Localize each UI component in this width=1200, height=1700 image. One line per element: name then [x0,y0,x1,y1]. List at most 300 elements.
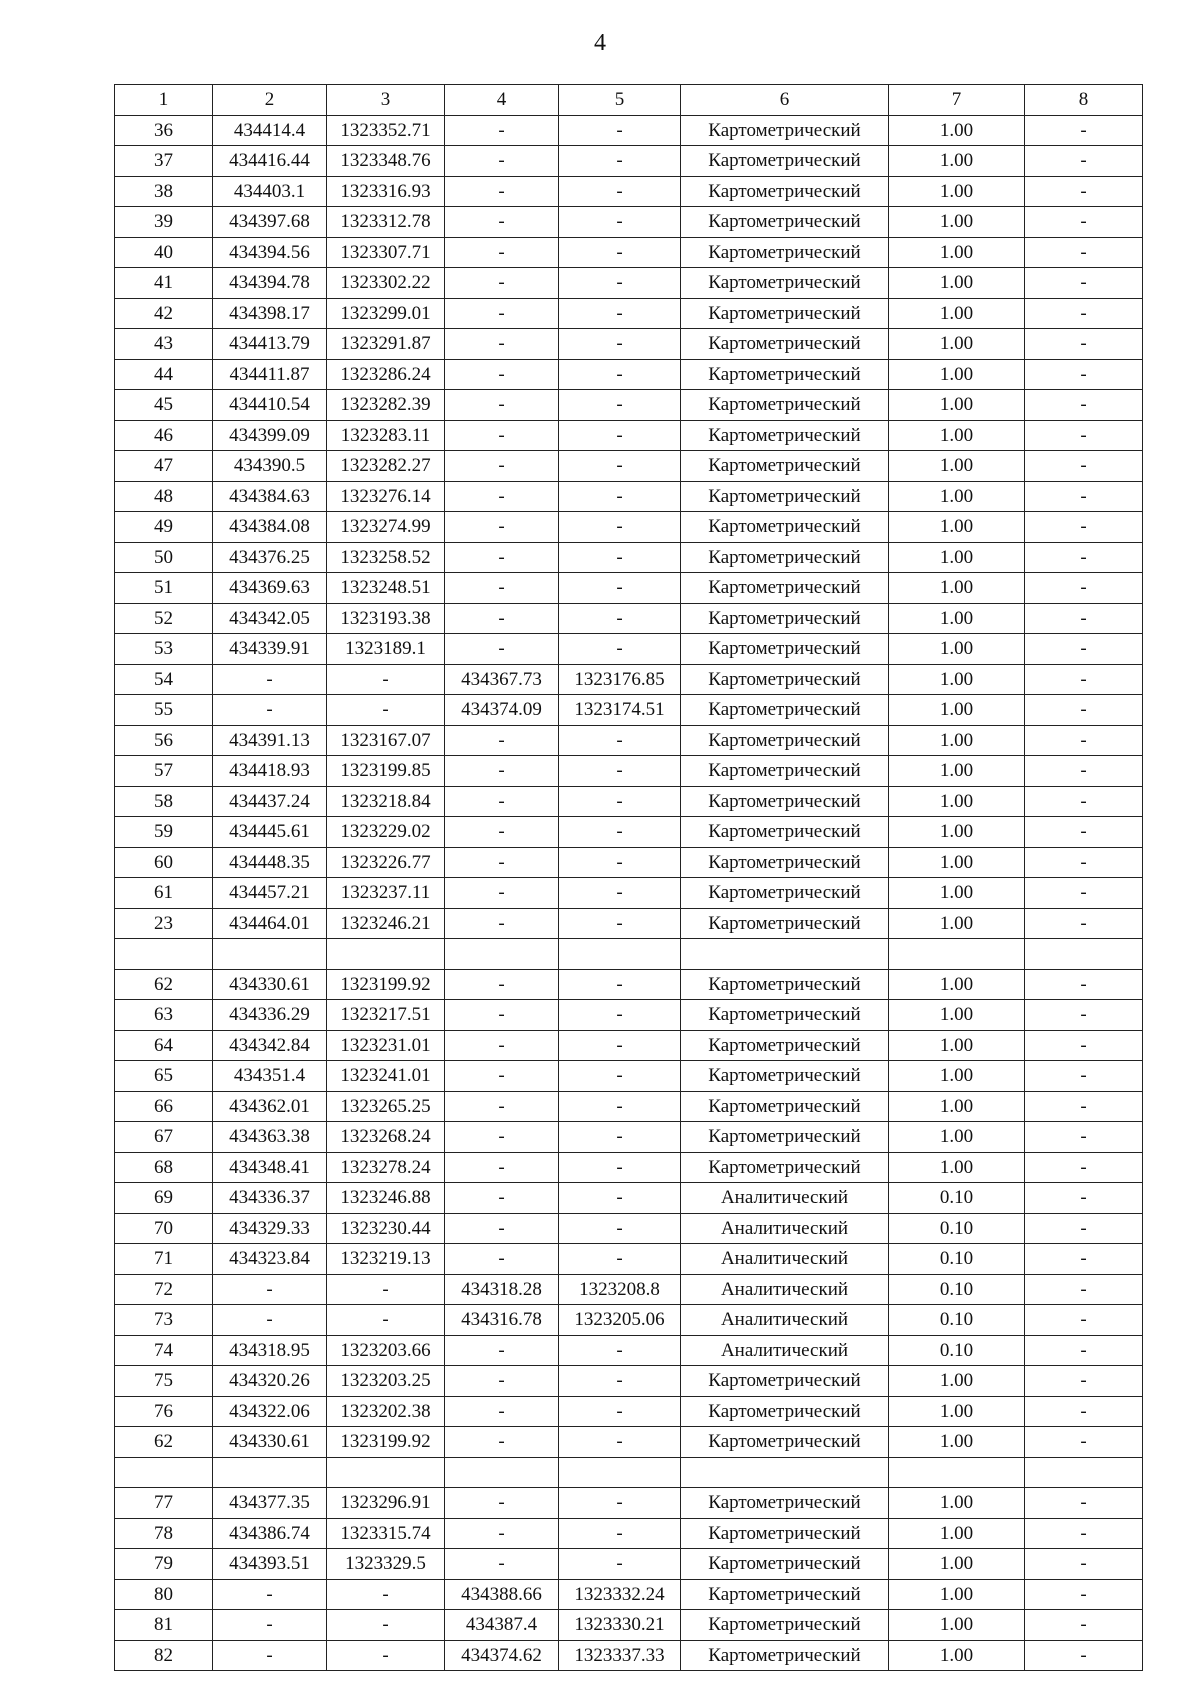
table-cell: 1.00 [889,359,1025,390]
table-cell: - [559,420,681,451]
table-cell: - [559,1396,681,1427]
table-cell: - [1025,1335,1143,1366]
table-cell: Картометрический [681,451,889,482]
table-cell: 61 [115,878,213,909]
table-cell: 434322.06 [213,1396,327,1427]
table-cell: - [1025,695,1143,726]
table-cell: 47 [115,451,213,482]
table-cell: Картометрический [681,1152,889,1183]
table-cell: 434393.51 [213,1549,327,1580]
table-cell: - [327,1274,445,1305]
table-cell: - [1025,1244,1143,1275]
table-cell: 1323174.51 [559,695,681,726]
table-cell: 39 [115,207,213,238]
table-cell: - [559,1366,681,1397]
table-cell: - [445,451,559,482]
table-cell: 0.10 [889,1305,1025,1336]
table-row [115,1366,1143,1397]
table-cell: 1323291.87 [327,329,445,360]
table-cell: 434318.28 [445,1274,559,1305]
table-cell: - [1025,908,1143,939]
table-cell: - [559,451,681,482]
table-cell: Картометрический [681,1518,889,1549]
table-cell: - [445,1183,559,1214]
table-cell: - [445,268,559,299]
table-cell: 434394.56 [213,237,327,268]
table-cell: 434342.84 [213,1030,327,1061]
table-cell: - [445,878,559,909]
table-cell: - [559,146,681,177]
table-row [115,1640,1143,1671]
table-row [115,1335,1143,1366]
table-cell: Аналитический [681,1305,889,1336]
table-cell: 1323241.01 [327,1061,445,1092]
table-cell [681,939,889,970]
table-cell: 1323230.44 [327,1213,445,1244]
table-row [115,1122,1143,1153]
table-cell: - [559,756,681,787]
table-cell: - [445,786,559,817]
table-cell: 0.10 [889,1335,1025,1366]
table-cell: - [1025,298,1143,329]
table-cell: 1323217.51 [327,1000,445,1031]
table-cell: - [1025,1274,1143,1305]
table-cell: - [559,1183,681,1214]
table-cell: - [1025,481,1143,512]
table-cell: 1.00 [889,1640,1025,1671]
table-cell: - [1025,969,1143,1000]
table-cell: Картометрический [681,207,889,238]
table-cell: 1323265.25 [327,1091,445,1122]
table-cell: 434369.63 [213,573,327,604]
table-cell: Картометрический [681,725,889,756]
table-cell: 1.00 [889,573,1025,604]
table-cell: 79 [115,1549,213,1580]
table-cell: 1.00 [889,847,1025,878]
table-cell: 434411.87 [213,359,327,390]
table-cell: - [559,1335,681,1366]
table-cell: 65 [115,1061,213,1092]
table-row [115,878,1143,909]
table-cell: - [559,207,681,238]
table-cell: - [1025,603,1143,634]
table-cell: 434376.25 [213,542,327,573]
table-cell: Картометрический [681,1427,889,1458]
table-cell: 1.00 [889,1366,1025,1397]
table-row [115,451,1143,482]
table-cell: 434399.09 [213,420,327,451]
table-cell: - [1025,817,1143,848]
table-cell: 434414.4 [213,115,327,146]
table-cell [559,939,681,970]
table-cell: - [1025,573,1143,604]
table-cell: 1323193.38 [327,603,445,634]
table-cell: Картометрический [681,481,889,512]
table-cell: 1323205.06 [559,1305,681,1336]
table-row [115,786,1143,817]
table-cell: Картометрический [681,1091,889,1122]
table-cell: - [1025,1183,1143,1214]
table-row [115,329,1143,360]
table-cell: - [559,1061,681,1092]
table-cell: 1323274.99 [327,512,445,543]
table-header-row [115,85,1143,116]
table-cell: Картометрический [681,634,889,665]
table-cell: Картометрический [681,1610,889,1641]
table-cell [1025,939,1143,970]
table-cell: - [559,573,681,604]
table-cell: 434330.61 [213,1427,327,1458]
table-cell: 66 [115,1091,213,1122]
table-cell: - [445,1488,559,1519]
table-cell: 1.00 [889,542,1025,573]
table-row [115,146,1143,177]
table-cell: - [327,1640,445,1671]
table-cell: 1.00 [889,1396,1025,1427]
table-cell: 434330.61 [213,969,327,1000]
table-row [115,115,1143,146]
table-cell: 1.00 [889,298,1025,329]
table-cell: Картометрический [681,390,889,421]
table-cell: 1.00 [889,1091,1025,1122]
table-row [115,176,1143,207]
table-cell: 1.00 [889,1427,1025,1458]
table-cell: 0.10 [889,1244,1025,1275]
table-cell: - [445,1427,559,1458]
table-cell: 434323.84 [213,1244,327,1275]
table-cell: Картометрический [681,1396,889,1427]
table-cell: 434448.35 [213,847,327,878]
table-cell [559,1457,681,1488]
table-cell: 40 [115,237,213,268]
table-row [115,390,1143,421]
table-cell: 1323202.38 [327,1396,445,1427]
table-cell: 23 [115,908,213,939]
table-cell: - [1025,1366,1143,1397]
table-cell: - [559,1152,681,1183]
table-cell: - [445,512,559,543]
table-cell: 1323315.74 [327,1518,445,1549]
table-cell: - [327,1305,445,1336]
table-cell: 434336.29 [213,1000,327,1031]
table-cell: 1.00 [889,207,1025,238]
table-cell: Аналитический [681,1183,889,1214]
table-row [115,969,1143,1000]
table-cell: 1323283.11 [327,420,445,451]
table-row [115,1213,1143,1244]
table-cell: 1323286.24 [327,359,445,390]
table-row [115,1579,1143,1610]
table-cell [681,1457,889,1488]
table-cell: - [1025,878,1143,909]
table-cell: - [445,756,559,787]
table-cell: 46 [115,420,213,451]
table-cell: 1.00 [889,512,1025,543]
table-cell: - [327,1579,445,1610]
table-cell: - [213,1305,327,1336]
table-cell: - [445,634,559,665]
table-cell: 49 [115,512,213,543]
table-row [115,756,1143,787]
table-cell: - [559,1122,681,1153]
table-row [115,1549,1143,1580]
table-cell: 434388.66 [445,1579,559,1610]
table-cell: Картометрический [681,695,889,726]
table-cell: 1.00 [889,481,1025,512]
table-row [115,1152,1143,1183]
table-row [115,695,1143,726]
table-cell: - [1025,664,1143,695]
table-cell: 1323268.24 [327,1122,445,1153]
table-cell: - [213,1579,327,1610]
table-cell: Картометрический [681,1366,889,1397]
table-cell: - [559,115,681,146]
table-cell: - [445,1518,559,1549]
table-row [115,1488,1143,1519]
table-cell: Картометрический [681,1549,889,1580]
table-cell: 434445.61 [213,817,327,848]
table-cell: - [1025,1488,1143,1519]
table-cell: 64 [115,1030,213,1061]
table-cell: - [1025,1122,1143,1153]
table-cell: - [445,908,559,939]
table-cell: 81 [115,1610,213,1641]
column-header-1: 1 [115,85,213,116]
table-cell: - [445,1000,559,1031]
table-cell: - [445,1396,559,1427]
table-cell: Картометрический [681,756,889,787]
table-cell: 55 [115,695,213,726]
table-cell: - [559,1518,681,1549]
table-cell: Картометрический [681,359,889,390]
table-cell: 434348.41 [213,1152,327,1183]
table-cell: 72 [115,1274,213,1305]
table-cell: 434374.62 [445,1640,559,1671]
table-cell: - [1025,542,1143,573]
table-cell: - [1025,390,1143,421]
table-cell: - [559,176,681,207]
table-cell: 1.00 [889,451,1025,482]
table-cell: Картометрический [681,664,889,695]
table-cell: 1323229.02 [327,817,445,848]
table-cell: Картометрический [681,1030,889,1061]
table-cell: - [445,1335,559,1366]
table-cell: 57 [115,756,213,787]
table-cell: - [1025,756,1143,787]
table-cell: 1.00 [889,1579,1025,1610]
table-cell: - [1025,329,1143,360]
table-cell: Аналитический [681,1274,889,1305]
table-cell: 1.00 [889,969,1025,1000]
table-cell: - [559,1244,681,1275]
table-cell: 1.00 [889,146,1025,177]
table-cell: - [559,603,681,634]
table-cell: 434318.95 [213,1335,327,1366]
table-cell: 67 [115,1122,213,1153]
table-cell: 434387.4 [445,1610,559,1641]
table-cell: Картометрический [681,298,889,329]
table-cell: 434413.79 [213,329,327,360]
table-cell: - [213,664,327,695]
table-cell: 434403.1 [213,176,327,207]
table-row [115,573,1143,604]
table-cell: 45 [115,390,213,421]
table-cell: 1.00 [889,115,1025,146]
table-cell: 36 [115,115,213,146]
table-cell: 1.00 [889,603,1025,634]
table-cell: 434390.5 [213,451,327,482]
table-cell: 71 [115,1244,213,1275]
column-header-8: 8 [1025,85,1143,116]
table-cell: - [445,1549,559,1580]
table-cell: - [445,207,559,238]
table-cell: - [445,817,559,848]
table-cell: 41 [115,268,213,299]
table-cell: 1323258.52 [327,542,445,573]
table-cell: 1.00 [889,1518,1025,1549]
column-header-7: 7 [889,85,1025,116]
table-cell: Картометрический [681,329,889,360]
table-cell: 434394.78 [213,268,327,299]
table-cell: 1323282.39 [327,390,445,421]
table-cell: 1323276.14 [327,481,445,512]
table-cell: 1.00 [889,725,1025,756]
table-cell: - [1025,1640,1143,1671]
table-cell: 56 [115,725,213,756]
table-cell: 1.00 [889,1549,1025,1580]
table-cell: 75 [115,1366,213,1397]
table-cell: 1.00 [889,695,1025,726]
table-cell [115,939,213,970]
table-cell: 434416.44 [213,146,327,177]
table-cell: - [213,1274,327,1305]
table-cell: - [1025,1152,1143,1183]
table-cell: - [445,420,559,451]
table-cell: Картометрический [681,1000,889,1031]
table-cell: - [445,603,559,634]
table-cell: 434391.13 [213,725,327,756]
table-cell: - [559,725,681,756]
table-cell: 51 [115,573,213,604]
table-cell: Аналитический [681,1213,889,1244]
table-cell: - [559,817,681,848]
table-cell: Картометрический [681,1579,889,1610]
table-cell: - [327,1610,445,1641]
table-cell: 1323219.13 [327,1244,445,1275]
table-cell [889,1457,1025,1488]
table-cell: - [1025,146,1143,177]
table-cell [213,939,327,970]
table-cell: 1.00 [889,817,1025,848]
table-row [115,1396,1143,1427]
table-cell: 1.00 [889,1061,1025,1092]
table-cell: 1.00 [889,1610,1025,1641]
table-cell: - [445,115,559,146]
table-cell: 1323296.91 [327,1488,445,1519]
table-cell: 1323307.71 [327,237,445,268]
table-row [115,634,1143,665]
table-cell: - [445,298,559,329]
table-cell: 434377.35 [213,1488,327,1519]
table-cell: 434464.01 [213,908,327,939]
table-row [115,1244,1143,1275]
table-cell: 1323199.85 [327,756,445,787]
table-cell: 43 [115,329,213,360]
table-cell: - [559,969,681,1000]
table-cell [327,939,445,970]
table-cell: 1.00 [889,908,1025,939]
table-row [115,481,1143,512]
table-row [115,725,1143,756]
table-cell: 68 [115,1152,213,1183]
table-cell: 1323316.93 [327,176,445,207]
table-row [115,512,1143,543]
table-cell: - [559,878,681,909]
table-cell: - [1025,237,1143,268]
table-cell: 1323282.27 [327,451,445,482]
table-cell: 1323312.78 [327,207,445,238]
table-cell: 1323246.88 [327,1183,445,1214]
table-cell: 434398.17 [213,298,327,329]
table-cell: 73 [115,1305,213,1336]
table-cell: 434362.01 [213,1091,327,1122]
table-row [115,1427,1143,1458]
coordinates-table [114,84,1143,1671]
table-cell: - [445,542,559,573]
table-cell: 1323199.92 [327,1427,445,1458]
table-cell: 44 [115,359,213,390]
table-cell: 1323218.84 [327,786,445,817]
table-row [115,1518,1143,1549]
table-cell: 1323176.85 [559,664,681,695]
table-cell: 0.10 [889,1213,1025,1244]
table-cell: 434386.74 [213,1518,327,1549]
table-cell: 434384.63 [213,481,327,512]
table-cell: - [559,390,681,421]
table-cell: - [445,847,559,878]
table-cell: - [559,1549,681,1580]
table-cell: - [1025,1518,1143,1549]
table-cell: Картометрический [681,268,889,299]
table-cell: 38 [115,176,213,207]
table-cell: 78 [115,1518,213,1549]
table-cell: Картометрический [681,542,889,573]
table-cell: - [445,1244,559,1275]
table-cell: 52 [115,603,213,634]
table-cell: 76 [115,1396,213,1427]
table-cell: 0.10 [889,1183,1025,1214]
table-cell: 1.00 [889,268,1025,299]
table-cell: 434457.21 [213,878,327,909]
page-number: 4 [594,30,606,56]
table-cell: 1.00 [889,756,1025,787]
table-cell [115,1457,213,1488]
table-cell: 42 [115,298,213,329]
table-cell: 434384.08 [213,512,327,543]
table-cell: 1.00 [889,420,1025,451]
table-cell: - [559,542,681,573]
table-row [115,1030,1143,1061]
table-row [115,1274,1143,1305]
table-row [115,817,1143,848]
table-cell: 434351.4 [213,1061,327,1092]
table-cell: Картометрический [681,1122,889,1153]
table-row [115,207,1143,238]
table-cell: - [1025,847,1143,878]
table-cell: - [445,146,559,177]
table-cell: 434316.78 [445,1305,559,1336]
table-cell: - [1025,1579,1143,1610]
